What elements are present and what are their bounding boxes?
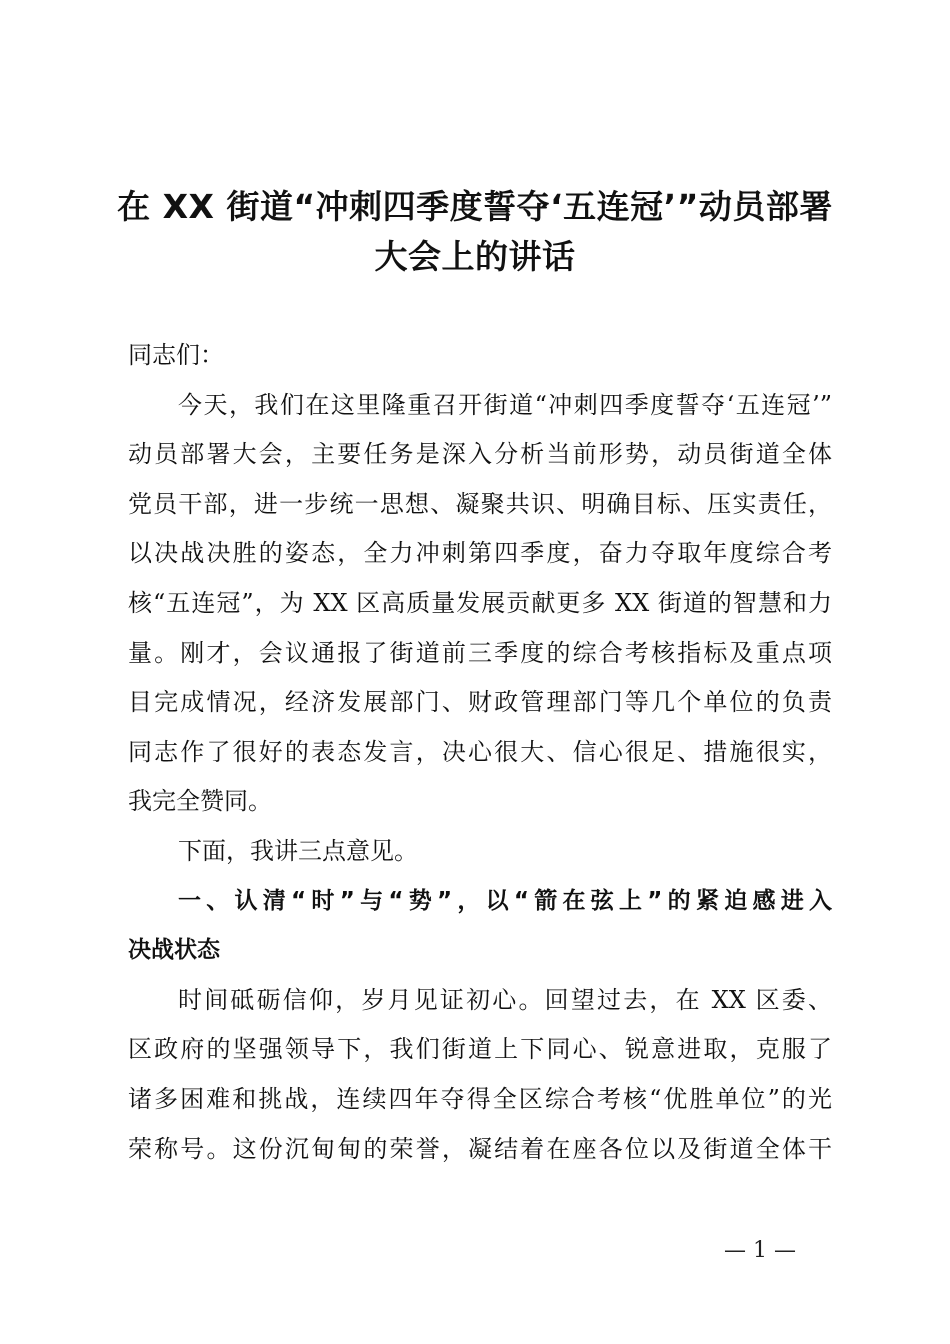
paragraph-line: 目完成情况，经济发展部门、财政管理部门等几个单位的负责: [128, 688, 832, 717]
paragraph-line: 量。刚才，会议通报了街道前三季度的综合考核指标及重点项: [128, 638, 832, 667]
paragraph-line: 我完全赞同。: [128, 787, 272, 816]
paragraph-line: 今天，我们在这里隆重召开街道“冲刺四季度誓夺‘五连冠’”: [178, 390, 832, 419]
paragraph-line: 区政府的坚强领导下，我们街道上下同心、锐意进取，克服了: [128, 1035, 832, 1064]
paragraph-line: 时间砥砺信仰，岁月见证初心。回望过去，在 XX 区委、: [178, 985, 832, 1014]
heading-line: 一、认清“时”与“势”，以“箭在弦上”的紧迫感进入: [178, 887, 832, 914]
title-line: 在 XX 街道“冲刺四季度誓夺‘五连冠’”动员部署: [117, 187, 833, 226]
paragraph-intro: [128, 381, 832, 827]
paragraph-line: 荣称号。这份沉甸甸的荣誉，凝结着在座各位以及街道全体干: [128, 1134, 832, 1163]
document-title: [100, 182, 850, 282]
document-body: [128, 331, 832, 1174]
paragraph-outline: 下面，我讲三点意见。: [178, 836, 418, 865]
heading-line: 决战状态: [128, 937, 220, 964]
paragraph-review: [128, 976, 832, 1174]
title-line: 大会上的讲话: [374, 237, 576, 276]
section-heading: [128, 877, 832, 976]
paragraph-line: 党员干部，进一步统一思想、凝聚共识、明确目标、压实责任，: [128, 489, 832, 518]
paragraph-line: 以决战决胜的姿态，全力冲刺第四季度，奋力夺取年度综合考: [128, 539, 832, 568]
paragraph-line: 动员部署大会，主要任务是深入分析当前形势，动员街道全体: [128, 440, 832, 469]
paragraph-line: 核“五连冠”，为 XX 区高质量发展贡献更多 XX 街道的智慧和力: [128, 588, 832, 617]
page-number: — 1 —: [724, 1238, 796, 1263]
salutation: 同志们：: [128, 341, 224, 369]
paragraph-line: 诸多困难和挑战，连续四年夺得全区综合考核“优胜单位”的光: [128, 1084, 832, 1113]
paragraph-line: 同志作了很好的表态发言，决心很大、信心很足、措施很实，: [128, 737, 832, 766]
